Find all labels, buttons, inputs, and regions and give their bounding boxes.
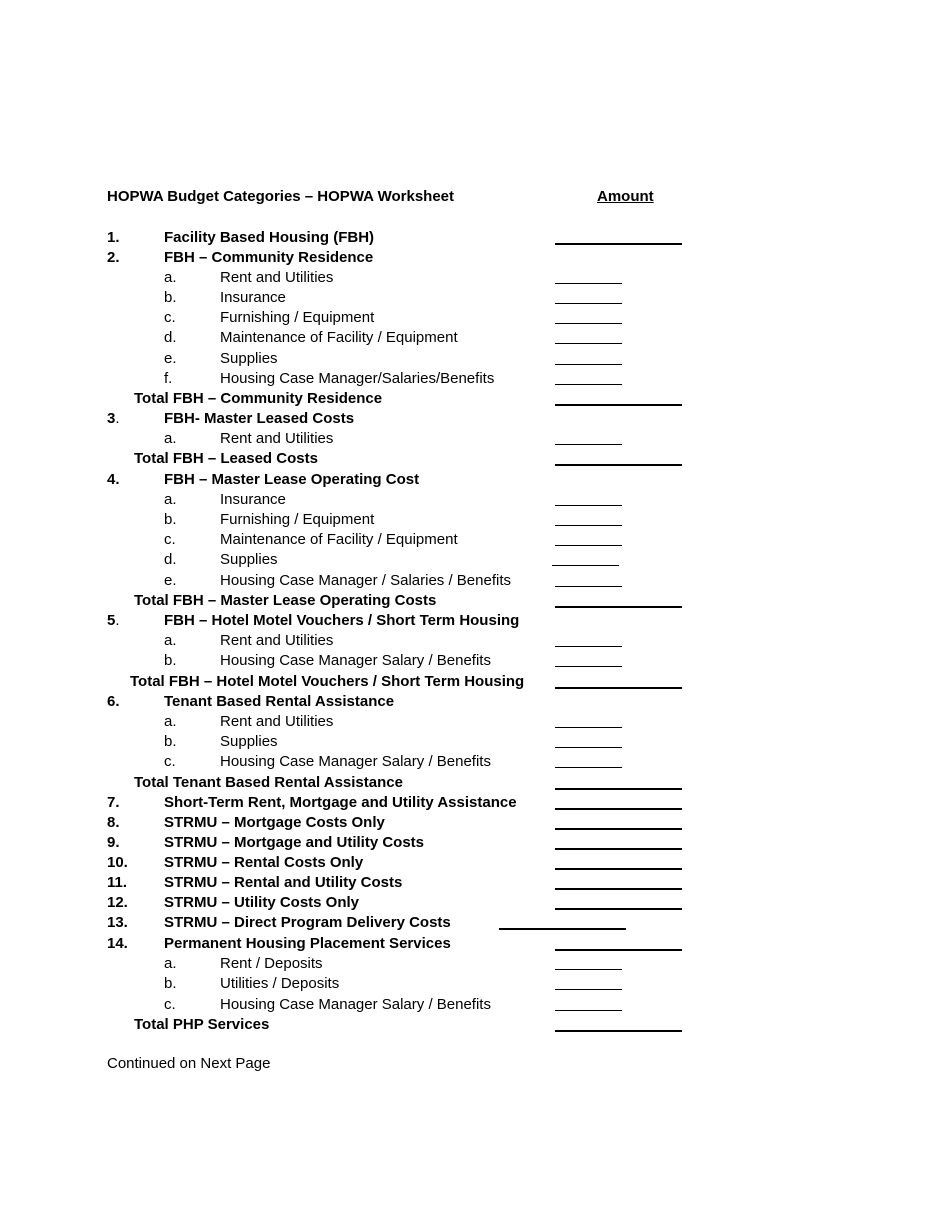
line-item-8 <box>0 813 950 833</box>
sub-item-label: Rent / Deposits <box>220 955 323 972</box>
sub-item-label: Furnishing / Equipment <box>220 511 375 528</box>
line-item-12 <box>0 893 950 913</box>
line-item-2 <box>0 248 950 268</box>
item-number: 1. <box>107 229 120 246</box>
line-item-14 <box>0 934 950 954</box>
sub-item-letter: c. <box>164 309 176 326</box>
sub-item-letter: a. <box>164 491 177 508</box>
sub-item-letter: d. <box>164 329 177 346</box>
sub-item-letter: a. <box>164 269 177 286</box>
total-row <box>0 389 950 409</box>
item-number: 3. <box>107 410 120 427</box>
item-label: Short-Term Rent, Mortgage and Utility Assistance <box>164 794 517 811</box>
sub-item-letter: a. <box>164 955 177 972</box>
amount-blank[interactable] <box>555 303 622 304</box>
total-amount-blank[interactable] <box>555 687 682 689</box>
sub-item <box>0 369 950 389</box>
sub-item-letter: a. <box>164 713 177 730</box>
sub-item-letter: a. <box>164 430 177 447</box>
line-item-10 <box>0 853 950 873</box>
amount-blank[interactable] <box>555 545 622 546</box>
amount-blank[interactable] <box>499 928 626 930</box>
total-amount-blank[interactable] <box>555 1030 682 1032</box>
amount-blank[interactable] <box>555 283 622 284</box>
sub-item-letter: b. <box>164 511 177 528</box>
amount-blank[interactable] <box>555 343 622 344</box>
item-number: 8. <box>107 814 120 831</box>
amount-blank[interactable] <box>555 808 682 810</box>
item-label: Permanent Housing Placement Services <box>164 935 451 952</box>
line-item-4 <box>0 470 950 490</box>
item-label: FBH – Hotel Motel Vouchers / Short Term Housing <box>164 612 520 629</box>
sub-item-label: Furnishing / Equipment <box>220 309 375 326</box>
sub-item <box>0 752 950 772</box>
sub-item <box>0 571 950 591</box>
sub-item-letter: b. <box>164 652 177 669</box>
sub-item-label: Housing Case Manager Salary / Benefits <box>220 996 491 1013</box>
total-amount-blank[interactable] <box>555 404 682 406</box>
item-number: 12. <box>107 894 128 911</box>
sub-item <box>0 631 950 651</box>
sub-item-letter: c. <box>164 996 176 1013</box>
total-label: Total FBH – Master Lease Operating Costs <box>134 592 437 609</box>
item-label: FBH- Master Leased Costs <box>164 410 355 427</box>
amount-blank[interactable] <box>555 505 622 506</box>
sub-item-label: Housing Case Manager Salary / Benefits <box>220 652 491 669</box>
sub-item <box>0 308 950 328</box>
total-row <box>0 1015 950 1035</box>
sub-item <box>0 974 950 994</box>
line-item-6 <box>0 692 950 712</box>
item-label: Tenant Based Rental Assistance <box>164 693 395 710</box>
sub-item-letter: f. <box>164 370 173 387</box>
total-label: Total FBH – Hotel Motel Vouchers / Short Term Housing <box>130 673 525 690</box>
item-label: Facility Based Housing (FBH) <box>164 229 375 246</box>
amount-blank[interactable] <box>555 747 622 748</box>
sub-item-label: Housing Case Manager/Salaries/Benefits <box>220 370 495 387</box>
sub-item-label: Insurance <box>220 289 286 306</box>
sub-item <box>0 732 950 752</box>
item-label: FBH – Community Residence <box>164 249 374 266</box>
item-number: 9. <box>107 834 120 851</box>
sub-item <box>0 651 950 671</box>
item-label: STRMU – Rental and Utility Costs <box>164 874 403 891</box>
amount-blank[interactable] <box>555 243 682 245</box>
sub-item <box>0 530 950 550</box>
sub-item-letter: b. <box>164 733 177 750</box>
sub-item <box>0 550 950 570</box>
item-number: 13. <box>107 914 128 931</box>
sub-item-label: Rent and Utilities <box>220 430 334 447</box>
sub-item-label: Rent and Utilities <box>220 713 334 730</box>
sub-item-label: Supplies <box>220 350 278 367</box>
sub-item-letter: c. <box>164 753 176 770</box>
item-label: FBH – Master Lease Operating Cost <box>164 471 420 488</box>
sub-item <box>0 328 950 348</box>
sub-item-label: Utilities / Deposits <box>220 975 340 992</box>
amount-blank[interactable] <box>555 444 622 445</box>
sub-item <box>0 288 950 308</box>
item-number: 10. <box>107 854 128 871</box>
line-item-9 <box>0 833 950 853</box>
item-label: STRMU – Direct Program Delivery Costs <box>164 914 451 931</box>
total-row <box>0 672 950 692</box>
amount-blank[interactable] <box>555 767 622 768</box>
item-label: STRMU – Rental Costs Only <box>164 854 364 871</box>
total-label: Total Tenant Based Rental Assistance <box>134 774 403 791</box>
amount-blank[interactable] <box>555 868 682 870</box>
sub-item <box>0 995 950 1015</box>
sub-item-label: Rent and Utilities <box>220 269 334 286</box>
amount-blank[interactable] <box>555 888 682 890</box>
amount-blank[interactable] <box>555 666 622 667</box>
amount-blank[interactable] <box>555 323 622 324</box>
sub-item-label: Insurance <box>220 491 286 508</box>
total-label: Total FBH – Leased Costs <box>134 450 318 467</box>
sub-item-letter: a. <box>164 632 177 649</box>
amount-blank[interactable] <box>555 525 622 526</box>
amount-column-header: Amount <box>597 188 654 205</box>
amount-blank[interactable] <box>555 364 622 365</box>
amount-blank[interactable] <box>555 727 622 728</box>
amount-blank[interactable] <box>555 908 682 910</box>
item-label: STRMU – Mortgage and Utility Costs <box>164 834 425 851</box>
item-number: 5. <box>107 612 120 629</box>
amount-blank[interactable] <box>555 586 622 587</box>
total-row <box>0 449 950 469</box>
sub-item-label: Supplies <box>220 733 278 750</box>
total-amount-blank[interactable] <box>555 788 682 790</box>
sub-item-letter: c. <box>164 531 176 548</box>
item-number: 2. <box>107 249 120 266</box>
total-row <box>0 773 950 793</box>
amount-blank[interactable] <box>555 646 622 647</box>
sub-item-label: Maintenance of Facility / Equipment <box>220 531 458 548</box>
total-row <box>0 591 950 611</box>
total-amount-blank[interactable] <box>555 606 682 608</box>
item-number: 11. <box>107 874 128 891</box>
amount-blank[interactable] <box>555 848 682 850</box>
amount-blank[interactable] <box>555 384 622 385</box>
amount-blank[interactable] <box>552 565 619 566</box>
line-item-7 <box>0 793 950 813</box>
sub-item-letter: b. <box>164 975 177 992</box>
sub-item <box>0 510 950 530</box>
item-number: 6. <box>107 693 120 710</box>
amount-blank[interactable] <box>555 989 622 990</box>
sub-item-label: Housing Case Manager / Salaries / Benefits <box>220 572 511 589</box>
sub-item-letter: e. <box>164 572 177 589</box>
amount-blank[interactable] <box>555 828 682 830</box>
item-label: STRMU – Mortgage Costs Only <box>164 814 385 831</box>
sub-item-label: Rent and Utilities <box>220 632 334 649</box>
line-item-3 <box>0 409 950 429</box>
amount-blank[interactable] <box>555 949 682 951</box>
sub-item-letter: b. <box>164 289 177 306</box>
total-amount-blank[interactable] <box>555 464 682 466</box>
sub-item-label: Maintenance of Facility / Equipment <box>220 329 458 346</box>
sub-item-letter: d. <box>164 551 177 568</box>
sub-item <box>0 490 950 510</box>
total-label: Total FBH – Community Residence <box>134 390 383 407</box>
sub-item-label: Supplies <box>220 551 278 568</box>
item-number: 4. <box>107 471 120 488</box>
sub-item-label: Housing Case Manager Salary / Benefits <box>220 753 491 770</box>
sub-item <box>0 349 950 369</box>
item-number: 14. <box>107 935 128 952</box>
worksheet-title: HOPWA Budget Categories – HOPWA Worksheet <box>107 188 454 205</box>
sub-item <box>0 712 950 732</box>
amount-blank[interactable] <box>555 1010 622 1011</box>
item-label: STRMU – Utility Costs Only <box>164 894 360 911</box>
amount-blank[interactable] <box>555 969 622 970</box>
total-label: Total PHP Services <box>134 1016 270 1033</box>
continued-note: Continued on Next Page <box>107 1055 271 1072</box>
item-number: 7. <box>107 794 120 811</box>
line-item-5 <box>0 611 950 631</box>
line-item-1 <box>0 228 950 248</box>
sub-item <box>0 268 950 288</box>
line-item-11 <box>0 873 950 893</box>
sub-item-letter: e. <box>164 350 177 367</box>
line-item-13 <box>0 913 950 933</box>
sub-item <box>0 429 950 449</box>
sub-item <box>0 954 950 974</box>
